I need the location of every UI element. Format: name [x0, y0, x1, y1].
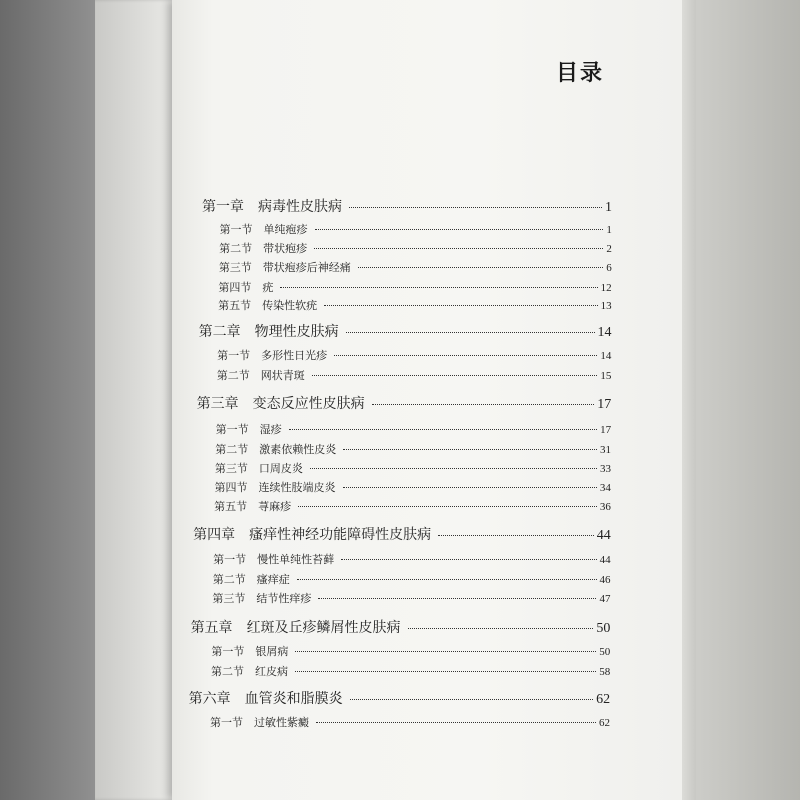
toc-entry-label [216, 421, 286, 437]
dot-leader [280, 287, 597, 288]
page-number: 12 [600, 282, 612, 294]
dot-leader [315, 229, 604, 230]
toc-chapter-row [191, 617, 611, 637]
toc-entry-label [214, 498, 295, 514]
section-number: 第二节 [215, 443, 249, 456]
page-number: 14 [597, 325, 612, 340]
page-number: 2 [606, 243, 612, 255]
page-number: 17 [600, 424, 612, 436]
chapter-title: 物理性皮肤病 [254, 324, 339, 340]
section-title: 带状疱疹 [263, 242, 308, 255]
section-title: 瘙痒症 [256, 573, 290, 586]
section-number: 第三节 [212, 592, 246, 605]
toc-entry-label [189, 688, 347, 708]
toc-entry-label [217, 367, 309, 383]
section-number: 第一节 [219, 223, 253, 236]
toc-section-row [219, 259, 612, 275]
section-number: 第三节 [218, 261, 252, 274]
page-number: 14 [600, 350, 612, 362]
section-title: 疣 [262, 281, 274, 294]
chapter-number: 第六章 [188, 691, 231, 707]
toc-section-row [220, 221, 612, 237]
chapter-number: 第一章 [202, 199, 244, 215]
page-number: 50 [599, 646, 611, 658]
toc-entry-label [213, 551, 338, 567]
page-number: 47 [599, 593, 611, 605]
toc-entry-label [219, 259, 355, 275]
section-title: 连续性肢端皮炎 [258, 481, 336, 494]
section-title: 慢性单纯性苔藓 [257, 553, 335, 566]
section-title: 传染性软疣 [262, 299, 318, 312]
page-number: 1 [606, 224, 612, 236]
page-number: 6 [606, 262, 612, 274]
page-number: 44 [596, 528, 611, 543]
dot-leader [310, 468, 597, 469]
toc-chapter-row [202, 196, 612, 216]
section-title: 银屑病 [255, 645, 289, 658]
page-number: 13 [600, 300, 612, 312]
page-number: 62 [599, 717, 610, 729]
dot-leader [341, 559, 596, 560]
section-number: 第一节 [211, 645, 245, 658]
section-number: 第四节 [214, 481, 248, 494]
toc-section-row [218, 279, 611, 295]
section-number: 第五节 [218, 299, 252, 312]
section-title: 激素依赖性皮炎 [259, 443, 337, 456]
chapter-title: 瘙痒性神经功能障碍性皮肤病 [249, 527, 432, 543]
section-number: 第一节 [215, 423, 249, 436]
toc-entry-label [219, 240, 311, 256]
dot-leader [350, 699, 593, 700]
toc-section-row [217, 367, 612, 383]
toc-entry-label [202, 196, 346, 216]
section-title: 口周皮炎 [258, 462, 303, 475]
dot-leader [289, 429, 597, 430]
toc-entry-label [211, 663, 292, 679]
dot-leader [295, 651, 596, 652]
toc-section-row [213, 551, 610, 567]
page-number: 50 [596, 621, 611, 636]
section-title: 过敏性紫癜 [254, 716, 309, 729]
toc-section-row [215, 479, 611, 495]
toc-entry-label [191, 617, 405, 637]
chapter-number: 第三章 [196, 396, 239, 412]
toc-entry-label [197, 393, 369, 413]
toc-section-row [213, 571, 611, 587]
page-number: 46 [599, 574, 611, 586]
toc-entry-label [218, 297, 321, 313]
page-number: 31 [600, 444, 612, 456]
chapter-number: 第二章 [198, 324, 241, 340]
toc-entry-label [218, 279, 277, 295]
section-title: 结节性痒疹 [256, 592, 312, 605]
dot-leader [324, 305, 598, 306]
toc-section-row [211, 643, 610, 659]
dot-leader [298, 506, 597, 507]
toc-section-row [210, 714, 610, 730]
dot-leader [343, 487, 597, 488]
dot-leader [316, 722, 596, 723]
chapter-number: 第五章 [190, 620, 233, 636]
toc-section-row [211, 663, 610, 679]
toc-entry-label [220, 221, 312, 237]
page-number: 58 [599, 666, 611, 678]
dot-leader [318, 598, 596, 599]
chapter-title: 血管炎和脂膜炎 [244, 691, 343, 707]
dot-leader [297, 579, 597, 580]
toc-entry-label [211, 643, 292, 659]
page-number: 1 [605, 200, 612, 215]
section-title: 湿疹 [259, 423, 282, 436]
chapter-title: 病毒性皮肤病 [258, 199, 342, 215]
chapter-title: 变态反应性皮肤病 [252, 396, 365, 412]
toc-entry-label [199, 321, 343, 341]
toc-entry-label [193, 524, 435, 544]
page-number: 33 [599, 463, 611, 475]
toc-title: 目录 [556, 60, 605, 86]
section-number: 第二节 [212, 573, 246, 586]
dot-leader [314, 248, 603, 249]
section-title: 单纯疱疹 [263, 223, 308, 236]
page-number: 36 [599, 501, 611, 513]
dot-leader [312, 375, 598, 376]
section-number: 第一节 [210, 716, 243, 729]
toc-section-row [212, 590, 610, 606]
toc-entry-label [215, 441, 340, 457]
toc-entry-label [210, 714, 313, 730]
toc-section-row [219, 240, 612, 256]
dot-leader [334, 355, 597, 356]
toc-section-row [218, 297, 612, 313]
section-number: 第四节 [218, 281, 252, 294]
toc-entry-label [215, 479, 340, 495]
dot-leader [408, 628, 594, 629]
toc-section-row [215, 441, 611, 457]
section-number: 第二节 [216, 369, 250, 382]
page-number: 15 [600, 370, 612, 382]
toc-entry-label [217, 347, 331, 363]
section-title: 红皮病 [254, 665, 288, 678]
toc-section-row [216, 421, 611, 437]
dot-leader [438, 535, 594, 536]
section-number: 第二节 [219, 242, 253, 255]
chapter-title: 红斑及丘疹鳞屑性皮肤病 [246, 620, 401, 636]
dot-leader [295, 671, 596, 672]
dot-leader [346, 332, 595, 333]
dot-leader [349, 207, 602, 208]
page-number: 62 [596, 692, 611, 707]
section-number: 第三节 [214, 462, 248, 475]
toc-chapter-row [199, 321, 612, 341]
toc-entry-label [215, 460, 307, 476]
section-number: 第一节 [213, 553, 247, 566]
chapter-number: 第四章 [193, 527, 236, 543]
toc-chapter-row [193, 524, 611, 544]
section-number: 第一节 [217, 349, 251, 362]
section-title: 网状青斑 [260, 369, 305, 382]
section-title: 荨麻疹 [258, 500, 292, 513]
toc-chapter-row [189, 688, 610, 708]
toc-chapter-row [197, 393, 612, 413]
dot-leader [343, 449, 597, 450]
section-number: 第二节 [210, 665, 244, 678]
toc-section-row [214, 498, 611, 514]
section-title: 带状疱疹后神经痛 [262, 261, 351, 274]
toc-section-row [217, 347, 611, 363]
page-number: 17 [597, 397, 612, 412]
section-title: 多形性日光疹 [261, 349, 328, 362]
section-number: 第五节 [214, 500, 248, 513]
page-number: 34 [599, 482, 611, 494]
dot-leader [358, 267, 603, 268]
dot-leader [372, 404, 595, 405]
toc-entry-label [212, 590, 315, 606]
page-number: 44 [599, 554, 611, 566]
toc-entry-label [213, 571, 294, 587]
toc-section-row [215, 460, 611, 476]
